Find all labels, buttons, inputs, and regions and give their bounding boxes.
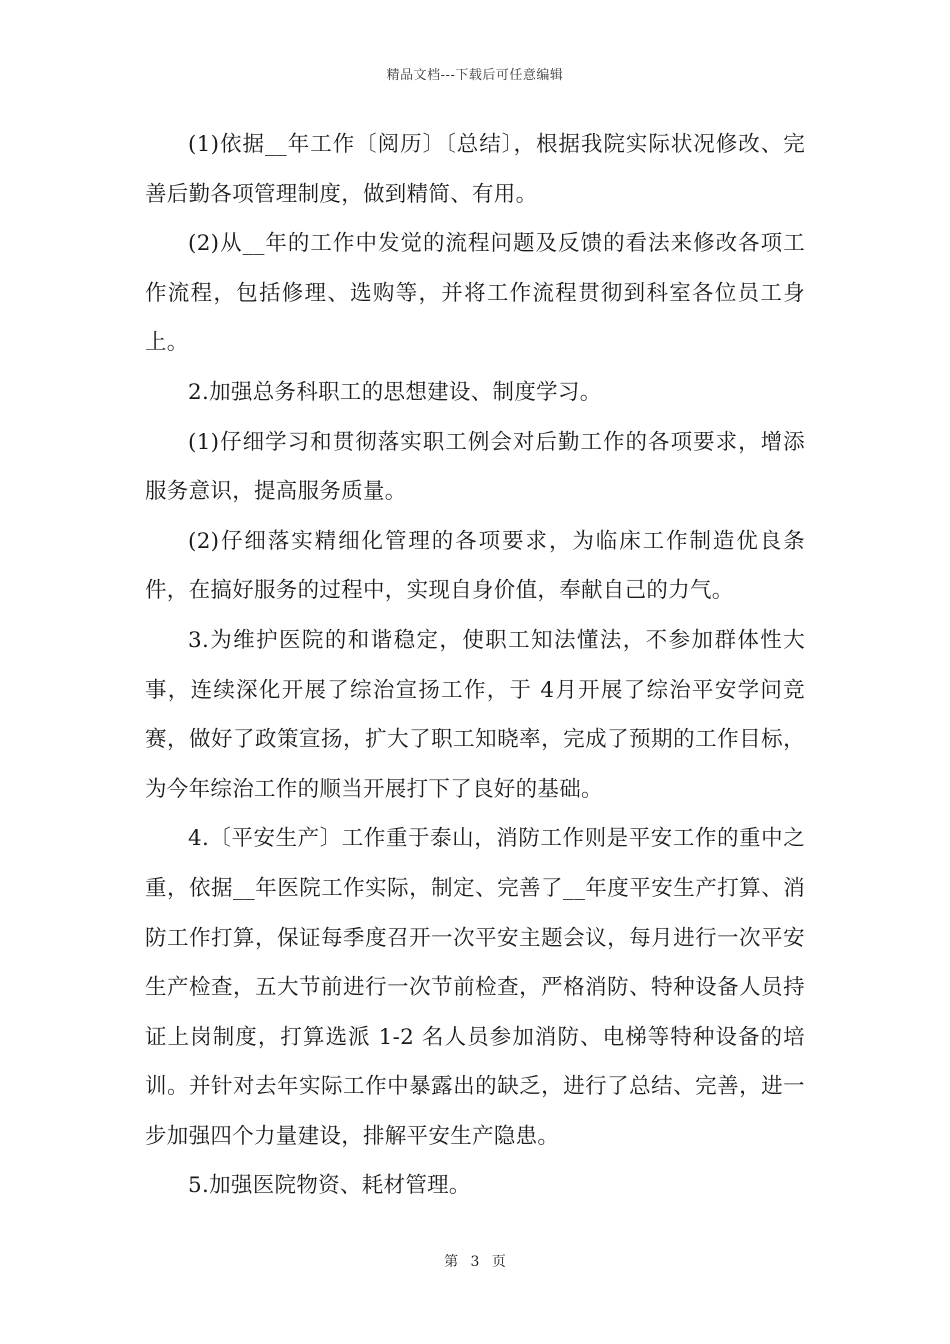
page-footer	[0, 1251, 950, 1271]
paragraph: (1)仔细学习和贯彻落实职工例会对后勤工作的各项要求，增添服务意识，提高服务质量。	[145, 429, 805, 505]
paragraph: (2)仔细落实精细化管理的各项要求，为临床工作制造优良条件，在搞好服务的过程中，实现自身价值，奉献自己的力气。	[145, 528, 805, 604]
paragraph: (1)依据__年工作〔阅历〕〔总结〕，根据我院实际状况修改、完善后勤各项管理制度，做到精简、有用。	[145, 132, 805, 207]
page-label-prefix: 第	[444, 1254, 459, 1270]
paragraph: 5.加强医院物资、耗材管理。	[188, 1173, 471, 1199]
document-body	[145, 120, 805, 1211]
page-header: 精品文档---下载后可任意编辑	[386, 68, 564, 83]
paragraph: 3.为维护医院的和谐稳定，使职工知法懂法，不参加群体性大事，连续深化开展了综治宣扬工作，于 4月开展了综治平安学问竞赛，做好了政策宣扬，扩大了职工知晓率，完成了预期的工作目标，为今年综治工作的顺当开展打下了良好的基础。	[145, 627, 805, 802]
paragraph: 2.加强总务科职工的思想建设、制度学习。	[188, 379, 602, 405]
page-number: 3	[470, 1254, 480, 1270]
paragraph: 4.〔平安生产〕工作重于泰山，消防工作则是平安工作的重中之重，依据__年医院工作实际，制定、完善了__年度平安生产打算、消防工作打算，保证每季度召开一次平安主题会议，每月进行一次平安生产检查，五大节前进行一次节前检查，严格消防、特种设备人员持证上岗制度，打算选派 1-2 名人员参加消防、电梯等特种设备的培训。并针对去年实际工作中暴露出的缺乏，进行了总结、完善，进一步加强四个力量建设，排解平安生产隐患。	[145, 826, 805, 1149]
paragraph: (2)从__年的工作中发觉的流程问题及反馈的看法来修改各项工作流程，包括修理、选购等，并将工作流程贯彻到科室各位员工身上。	[145, 231, 805, 356]
page-label-suffix: 页	[491, 1254, 506, 1270]
